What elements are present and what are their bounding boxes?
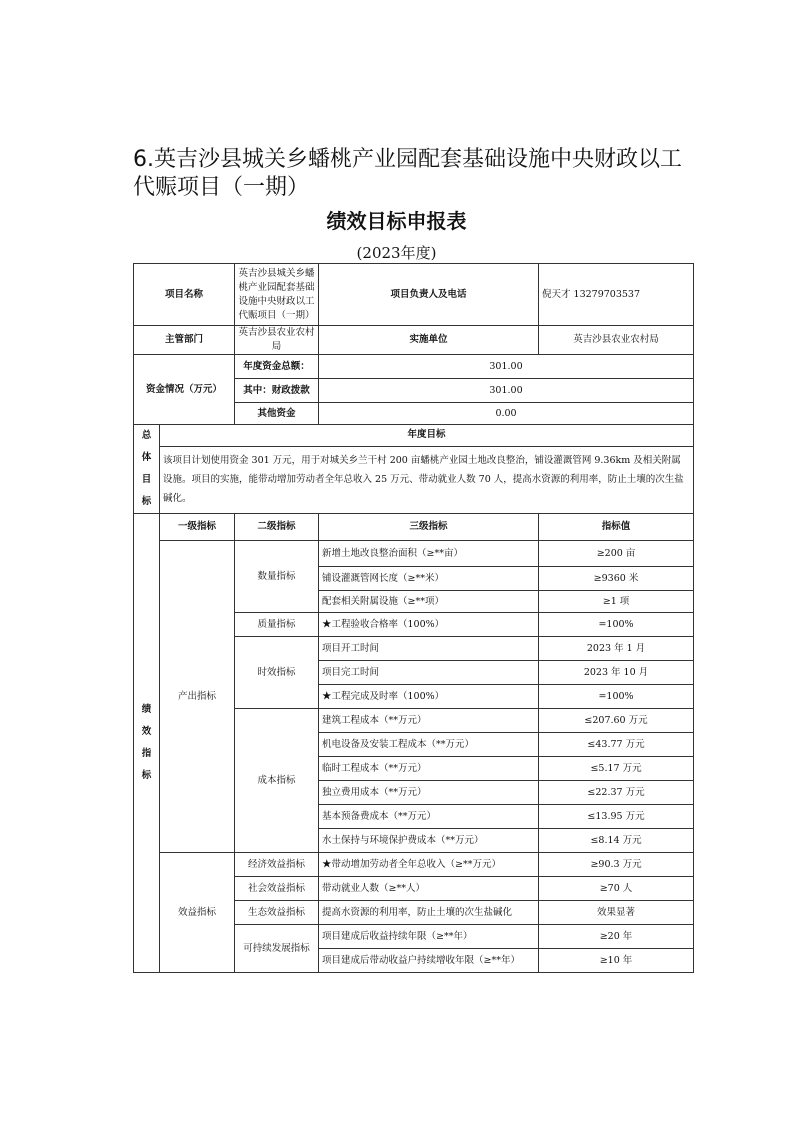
fund-other-value: 0.00 <box>319 403 694 425</box>
social-label: 社会效益指标 <box>235 877 319 901</box>
fund-annual-value: 301.00 <box>319 355 694 379</box>
indicator-value: ≥20 年 <box>539 925 694 949</box>
indicator-name: ★工程验收合格率（100%） <box>319 613 539 637</box>
dept-row <box>134 326 694 355</box>
output-label: 产出指标 <box>160 541 235 853</box>
benefit-label: 效益指标 <box>160 853 235 973</box>
indicator-name: 建筑工程成本（**万元） <box>319 709 539 733</box>
section-heading: 6.英吉沙县城关乡蟠桃产业园配套基础设施中央财政以工代赈项目（一期） <box>133 147 682 200</box>
indicator-value: =100% <box>539 613 694 637</box>
indicator-value: ≤43.77 万元 <box>539 733 694 757</box>
impl-value: 英吉沙县农业农村局 <box>539 326 694 355</box>
fund-annual-row <box>134 355 694 379</box>
header-level1: 一级指标 <box>160 514 235 541</box>
indicator-value: 2023 年 10 月 <box>539 661 694 685</box>
quantity-label: 数量指标 <box>235 541 319 613</box>
header-level3: 三级指标 <box>319 514 539 541</box>
economic-label: 经济效益指标 <box>235 853 319 877</box>
dept-label: 主管部门 <box>134 326 235 355</box>
indicator-value: ≤22.37 万元 <box>539 781 694 805</box>
cost-label: 成本指标 <box>235 709 319 853</box>
funds-label: 资金情况（万元） <box>134 355 235 425</box>
indicator-section-label: 绩 效 指 标 <box>134 514 160 973</box>
indicator-name: 项目开工时间 <box>319 637 539 661</box>
project-name-row <box>134 264 694 326</box>
goal-text-row <box>134 446 694 513</box>
indicator-value: ≥200 亩 <box>539 541 694 567</box>
project-name-cell <box>235 264 319 326</box>
time-label: 时效指标 <box>235 637 319 709</box>
indicator-value: 2023 年 1 月 <box>539 637 694 661</box>
indicator-row <box>134 853 694 877</box>
indicator-name: 基本预备费成本（**万元） <box>319 805 539 829</box>
indicator-value: ≥1 项 <box>539 591 694 613</box>
indicator-name: 项目完工时间 <box>319 661 539 685</box>
dept-value: 英吉沙县农业农村局 <box>235 326 319 355</box>
indicator-value: ≤13.95 万元 <box>539 805 694 829</box>
project-name-value: 英吉沙县城关乡蟠桃产业园配套基础设施中央财政以工代赈项目（一期） <box>238 267 315 321</box>
indicator-value: ≤207.60 万元 <box>539 709 694 733</box>
fund-fiscal-label: 其中：财政拨款 <box>235 379 319 403</box>
indicator-row <box>134 541 694 567</box>
performance-table <box>133 263 694 973</box>
document-title: 绩效目标申报表 <box>326 209 467 233</box>
fund-other-label: 其他资金 <box>235 403 319 425</box>
indicator-name: 临时工程成本（**万元） <box>319 757 539 781</box>
indicator-name: ★工程完成及时率（100%） <box>319 685 539 709</box>
leader-label: 项目负责人及电话 <box>319 264 539 326</box>
indicator-name: ★带动增加劳动者全年总收入（≥**万元） <box>319 853 539 877</box>
fund-fiscal-value: 301.00 <box>319 379 694 403</box>
indicator-value: 效果显著 <box>539 901 694 925</box>
indicator-value: ≥90.3 万元 <box>539 853 694 877</box>
goal-header-row <box>134 425 694 447</box>
fund-annual-label: 年度资金总额： <box>235 355 319 379</box>
indicator-name: 配套相关附属设施（≥**项） <box>319 591 539 613</box>
indicator-header-row <box>134 514 694 541</box>
indicator-name: 提高水资源的利用率，防止土壤的次生盐碱化 <box>319 901 539 925</box>
document-year: (2023年度) <box>356 244 437 262</box>
header-value: 指标值 <box>539 514 694 541</box>
indicator-value: ≤5.17 万元 <box>539 757 694 781</box>
indicator-name: 新增土地改良整治面积（≥**亩） <box>319 541 539 567</box>
ecological-label: 生态效益指标 <box>235 901 319 925</box>
project-name-label: 项目名称 <box>134 264 235 326</box>
indicator-value: ≤8.14 万元 <box>539 829 694 853</box>
goal-text: 该项目计划使用资金 301 万元，用于对城关乡兰干村 200 亩蟠桃产业园土地改良整治，铺设灌溉管网 9.36km 及相关附属设施。项目的实施，能带动增加劳动者全年总收入 25 万元、带动就业人数 70 人，提高水资源的利用率，防止土壤的次生盐碱化。 <box>160 446 694 513</box>
indicator-name: 独立费用成本（**万元） <box>319 781 539 805</box>
indicator-value: ≥9360 米 <box>539 567 694 591</box>
impl-label: 实施单位 <box>319 326 539 355</box>
indicator-name: 铺设灌溉管网长度（≥**米） <box>319 567 539 591</box>
indicator-name: 机电设备及安装工程成本（**万元） <box>319 733 539 757</box>
quality-label: 质量指标 <box>235 613 319 637</box>
indicator-value: =100% <box>539 685 694 709</box>
goal-header: 年度目标 <box>160 425 694 447</box>
indicator-value: ≥10 年 <box>539 949 694 973</box>
indicator-value: ≥70 人 <box>539 877 694 901</box>
indicator-name: 项目建成后收益持续年限（≥**年） <box>319 925 539 949</box>
goal-section-label: 总 体 目 标 <box>134 425 160 514</box>
indicator-name: 项目建成后带动收益户持续增收年限（≥**年） <box>319 949 539 973</box>
indicator-name: 水土保持与环境保护费成本（**万元） <box>319 829 539 853</box>
sustainable-label: 可持续发展指标 <box>235 925 319 973</box>
header-level2: 二级指标 <box>235 514 319 541</box>
indicator-name: 带动就业人数（≥**人） <box>319 877 539 901</box>
leader-value: 倪天才 13279703537 <box>539 264 694 326</box>
